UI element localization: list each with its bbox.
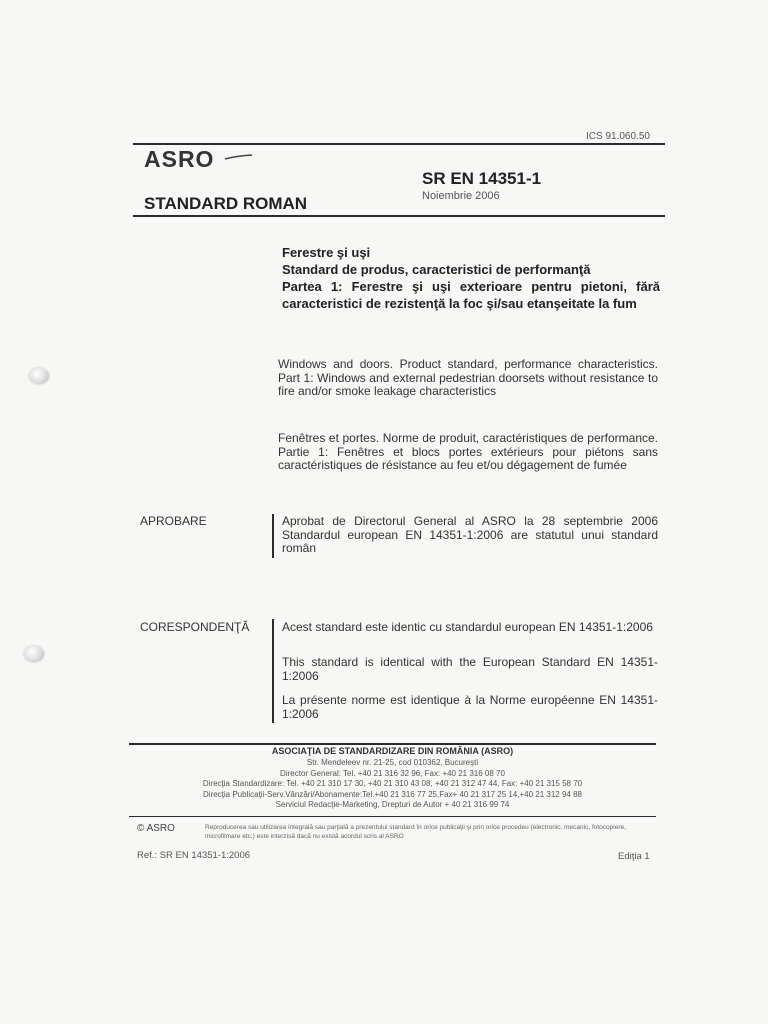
standard-number: SR EN 14351-1 [422,169,542,188]
footer-top-rule [129,743,656,745]
footer-org-name: ASOCIAŢIA DE STANDARDIZARE DIN ROMÂNIA (ASRO) [271,746,514,756]
ics-code: ICS 91.060.50 [586,131,650,142]
title-french: Fenêtres et portes. Norme de produit, caractéristiques de performance. Partie 1: Fenêtres et blocs portes extérieurs pour piétons sans caractéristiques de résistance au feu et/ou dégagement de fumée [278,431,658,472]
correspondence-en: This standard is identical with the European Standard EN 14351-1:2006 [282,655,658,683]
approval-bar [272,514,274,558]
title-line-1: Ferestre şi uşi [282,245,371,260]
reference: Ref.: SR EN 14351-1:2006 [137,850,251,861]
correspondence-bar [272,619,274,723]
header-bottom-rule [133,215,665,217]
publication-date: Noiembrie 2006 [422,190,500,202]
approval-text: Aprobat de Directorul General al ASRO la 28 septembrie 2006 Standardul european EN 14351-1:2006 are statutul unui standard român [282,514,658,555]
standard-type: STANDARD ROMAN [144,194,308,213]
header-top-rule [133,143,665,145]
footer-standardization: Direcţia Standardizare: Tel. +40 21 310 17 30, +40 21 310 43 08, +40 21 312 47 44, Fax: +40 21 315 58 70 [202,779,583,788]
logo-swoosh-icon [224,153,254,163]
copyright-notice: Reproducerea sau utilizarea integrală sau parţială a prezentului standard în orice publicaţii şi prin orice procedeu (electronic, mecanic, fotocopiere, microfilmare etc.) este interzisă dacă nu există acordul scris al ASRO [205,824,626,840]
footer-publications: Direcţia Publicaţii-Serv.Vânzări/Abonamente:Tel.+40 21 316 77 25,Fax+ 40 21 317 25 14,+40 21 312 94 88 [203,789,582,799]
correspondence-label: CORESPONDENŢĂ [140,620,250,634]
title-line-2: Standard de produs, caracteristici de performanţă [282,262,591,277]
standard-title [282,244,660,312]
copyright-mark: © ASRO [137,823,175,834]
punch-hole-bottom [24,646,44,662]
edition: Ediţia 1 [618,851,650,862]
footer-address: Str. Mendeleev nr. 21-25, cod 010362, Bucureşti [306,758,479,767]
correspondence-ro: Acest standard este identic cu standardul european EN 14351-1:2006 [282,620,653,634]
approval-label: APROBARE [140,514,207,528]
correspondence-fr: La présente norme est identique à la Norme européenne EN 14351-1:2006 [282,693,658,721]
title-english: Windows and doors. Product standard, performance characteristics. Part 1: Windows and external pedestrian doorsets without resistance to fire and/or smoke leakage characteristics [278,357,658,398]
punch-hole-top [29,368,49,384]
footer-mid-rule [129,816,656,817]
footer-contact-block [129,758,656,811]
title-line-3: Partea 1: Ferestre şi uşi exterioare pentru pietoni, fără caracteristici de rezistenţă la foc şi/sau etanşeitate la fum [282,279,660,311]
asro-logo: ASRO [144,146,215,172]
footer-editorial: Serviciul Redacţie-Marketing, Drepturi de Autor + 40 21 316 99 74 [275,800,510,809]
footer-director: Director General: Tel. +40 21 316 32 96, Fax: +40 21 316 08 70 [280,768,505,778]
